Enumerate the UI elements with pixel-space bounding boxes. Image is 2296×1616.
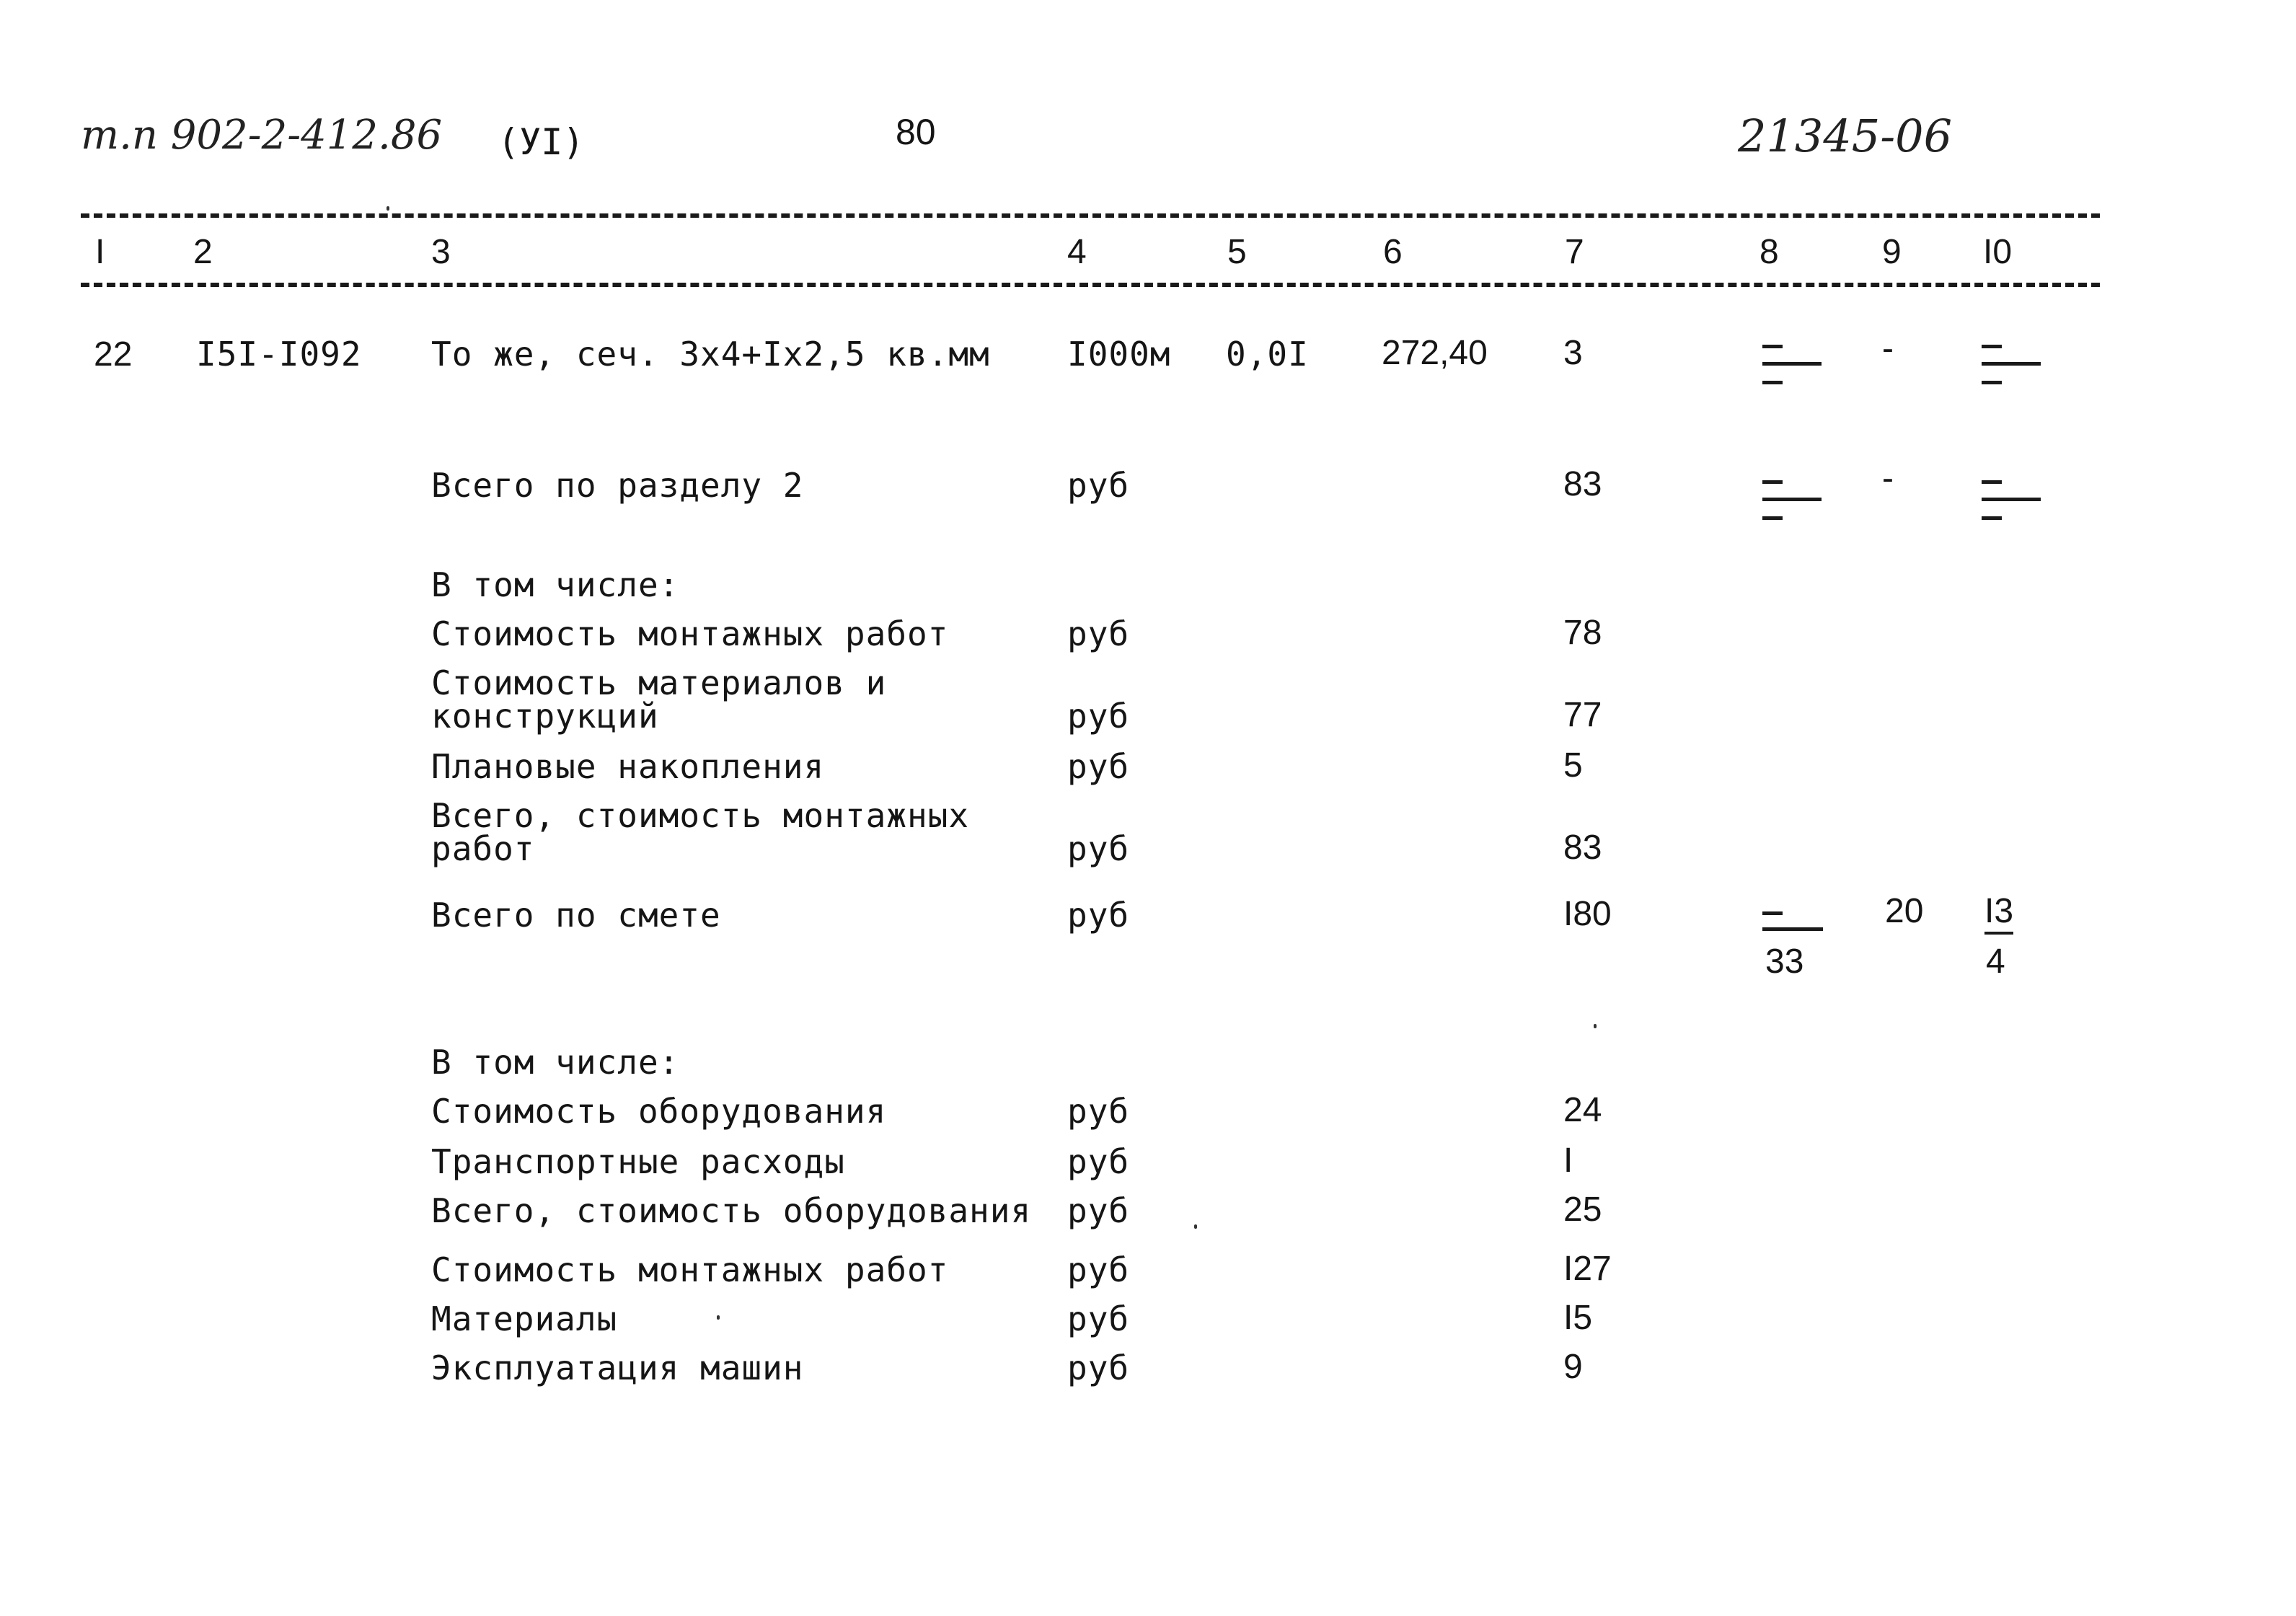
breakdown2-row-label: Транспортные расходы xyxy=(431,1142,845,1181)
row-22-name: То же, сеч. 3х4+Iх2,5 кв.мм xyxy=(431,335,990,374)
section-total-label: Всего по разделу 2 xyxy=(431,466,804,505)
scan-speck xyxy=(1194,1224,1197,1229)
breakdown1-row-label: Стоимость монтажных работ xyxy=(431,614,949,653)
breakdown1-row-label: Стоимость материалов и xyxy=(431,663,887,702)
breakdown1-row-label: Плановые накопления xyxy=(431,747,825,786)
breakdown2-row-unit: руб xyxy=(1067,1092,1130,1131)
breakdown2-row-label: Всего, стоимость оборудования xyxy=(431,1191,1032,1230)
top-dashed-rule xyxy=(81,213,2100,218)
breakdown2-row-unit: руб xyxy=(1067,1250,1130,1289)
volume-mark: (УI) xyxy=(498,121,585,163)
breakdown2-row-value: 9 xyxy=(1563,1348,1583,1386)
breakdown1-row-label-cont: конструкций xyxy=(431,697,659,736)
breakdown2-row-label: Стоимость оборудования xyxy=(431,1092,887,1131)
row-22-unit: I000м xyxy=(1067,335,1171,374)
breakdown2-row-unit: руб xyxy=(1067,1299,1130,1338)
row-22-total: 3 xyxy=(1563,334,1583,372)
col-header-1: I xyxy=(95,233,105,271)
col-header-9: 9 xyxy=(1882,233,1902,271)
estimate-total-label: Всего по смете xyxy=(431,896,721,935)
col-header-7: 7 xyxy=(1565,233,1584,271)
breakdown1-row-value: 5 xyxy=(1563,746,1583,785)
col-header-10: I0 xyxy=(1983,233,2013,271)
estimate-total-col10-bottom: 4 xyxy=(1986,942,2005,981)
col-header-8: 8 xyxy=(1759,233,1779,271)
row-22-number: 22 xyxy=(94,335,133,374)
breakdown1-row-unit: руб xyxy=(1067,697,1130,736)
row-22-code: I5I-I092 xyxy=(196,335,362,374)
row-22-col9: - xyxy=(1882,330,1894,368)
section-total-col9: - xyxy=(1882,459,1894,498)
header-dashed-rule xyxy=(81,283,2100,287)
page-number: 80 xyxy=(896,112,936,152)
breakdown2-row-label: Эксплуатация машин xyxy=(431,1348,804,1387)
estimate-total-col9: 20 xyxy=(1885,892,1924,930)
col-header-6: 6 xyxy=(1383,233,1403,271)
breakdown1-row-unit: руб xyxy=(1067,747,1130,786)
breakdown1-row-label: Всего, стоимость монтажных xyxy=(431,796,970,835)
breakdown2-row-value: I xyxy=(1563,1142,1573,1180)
row-22-price: 272,40 xyxy=(1382,334,1488,372)
section-total-value: 83 xyxy=(1563,465,1602,503)
breakdown2-row-label: Стоимость монтажных работ xyxy=(431,1250,949,1289)
section-total-unit: руб xyxy=(1067,466,1130,505)
estimate-total-unit: руб xyxy=(1067,896,1130,935)
estimate-total-col10-top: I3 xyxy=(1984,894,2013,935)
breakdown2-row-value: 24 xyxy=(1563,1091,1602,1129)
breakdown2-row-value: I27 xyxy=(1563,1250,1612,1288)
breakdown2-row-unit: руб xyxy=(1067,1348,1130,1387)
col-header-3: 3 xyxy=(431,233,451,271)
breakdown2-row-value: I5 xyxy=(1563,1299,1593,1337)
estimate-total-value: I80 xyxy=(1563,895,1612,933)
breakdown1-row-value: 83 xyxy=(1563,829,1602,867)
col-header-5: 5 xyxy=(1227,233,1247,271)
archive-number: 21345-06 xyxy=(1738,110,1953,162)
row-22-qty: 0,0I xyxy=(1226,335,1309,374)
breakdown2-row-unit: руб xyxy=(1067,1142,1130,1181)
scan-speck xyxy=(717,1315,720,1320)
breakdown2-row-label: Материалы xyxy=(431,1299,618,1338)
col-header-2: 2 xyxy=(193,233,213,271)
breakdown1-row-unit: руб xyxy=(1067,614,1130,653)
estimate-total-col8-bottom: 33 xyxy=(1765,942,1804,981)
breakdown1-row-unit: руб xyxy=(1067,829,1130,868)
breakdown2-row-unit: руб xyxy=(1067,1191,1130,1230)
breakdown1-row-label-cont: работ xyxy=(431,829,535,868)
breakdown1-row-value: 78 xyxy=(1563,614,1602,652)
breakdown1-heading: В том числе: xyxy=(431,565,680,604)
scan-speck xyxy=(387,206,389,211)
doc-code: т.п 902-2-412.86 xyxy=(81,112,443,159)
breakdown2-row-value: 25 xyxy=(1563,1191,1602,1229)
scan-speck xyxy=(1594,1024,1597,1028)
col-header-4: 4 xyxy=(1067,233,1087,271)
breakdown2-heading: В том числе: xyxy=(431,1043,680,1082)
breakdown1-row-value: 77 xyxy=(1563,696,1602,734)
